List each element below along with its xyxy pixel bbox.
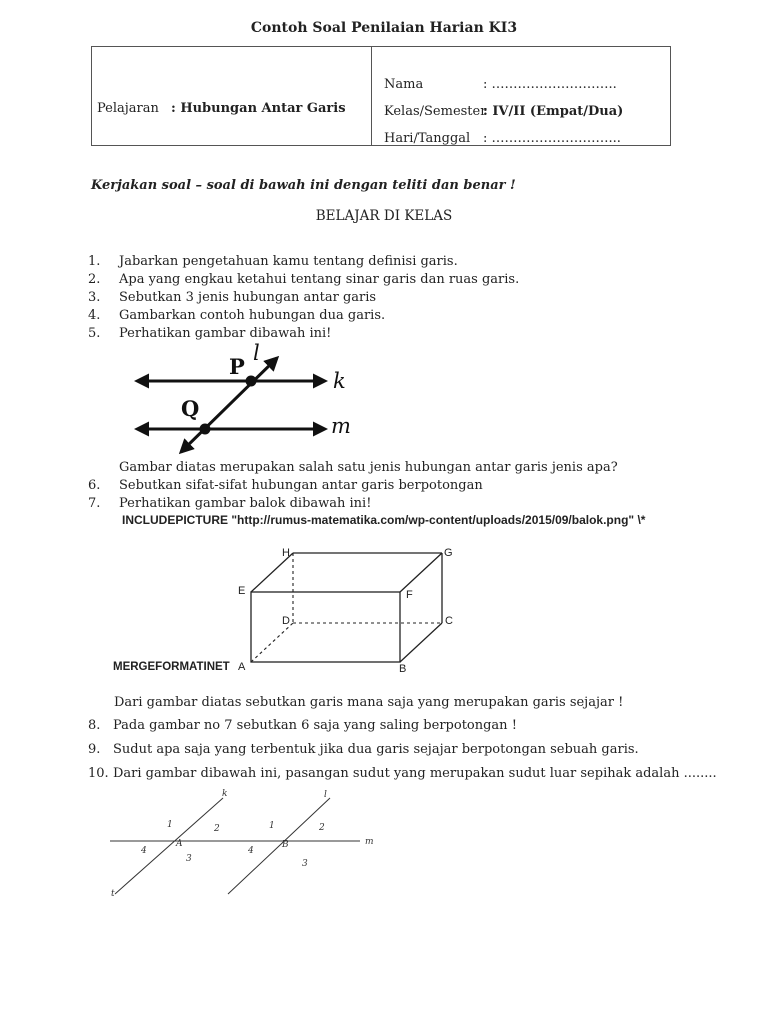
parallel-lines-figure <box>125 340 365 455</box>
question-text: Sudut apa saja yang terbentuk jika dua garis sejajar berpotongan sebuah garis. <box>113 742 639 757</box>
pelajaran-value: : Hubungan Antar Garis <box>171 101 346 116</box>
edge-fg <box>400 553 442 592</box>
question-number: 7. <box>88 496 101 511</box>
vertex-f: F <box>406 589 413 601</box>
question-number: 8. <box>88 718 101 733</box>
pelajaran-label: Pelajaran <box>97 101 159 116</box>
line-l <box>228 798 330 894</box>
vertex-d: D <box>282 615 290 627</box>
hari-value: : ………………………... <box>483 131 621 146</box>
question-1 <box>0 254 768 270</box>
question-5 <box>0 326 768 342</box>
nama-label: Nama <box>384 77 424 92</box>
transversal-figure <box>105 786 385 898</box>
point-q <box>200 424 211 435</box>
label-m: m <box>331 414 351 438</box>
question-number: 3. <box>88 290 101 305</box>
angle-a1: 1 <box>167 820 173 830</box>
kelas-label: Kelas/Semester <box>384 104 487 119</box>
label-t: t <box>111 889 115 898</box>
instruction: Kerjakan soal – soal di bawah ini dengan teliti dan benar ! <box>91 178 516 193</box>
question-number: 1. <box>88 254 101 269</box>
question-number: 4. <box>88 308 101 323</box>
question-4 <box>0 308 768 324</box>
vertex-c: C <box>445 615 453 627</box>
header-divider <box>371 47 372 145</box>
question-text: Apa yang engkau ketahui tentang sinar garis dan ruas garis. <box>119 272 520 287</box>
question-3 <box>0 290 768 306</box>
vertex-a: A <box>238 661 246 673</box>
vertex-b: B <box>399 663 407 674</box>
vertex-e: E <box>238 585 246 597</box>
angle-b4: 4 <box>248 846 254 856</box>
question-text: Jabarkan pengetahuan kamu tentang definisi garis. <box>119 254 458 269</box>
question-7 <box>0 496 768 512</box>
nama-value: : ……………………….. <box>483 77 617 92</box>
kelas-value: : IV/II (Empat/Dua) <box>483 104 624 119</box>
question-text: Sebutkan sifat-sifat hubungan antar garis berpotongan <box>119 478 483 493</box>
label-b: B <box>282 840 289 850</box>
question-text: Pada gambar no 7 sebutkan 6 saja yang saling berpotongan ! <box>113 718 517 733</box>
figure-1-caption: Gambar diatas merupakan salah satu jenis hubungan antar garis jenis apa? <box>119 460 618 475</box>
vertex-g: G <box>444 547 453 559</box>
angle-b1: 1 <box>269 821 275 831</box>
angle-b2: 2 <box>319 823 325 833</box>
question-10 <box>0 766 768 782</box>
section-title: BELAJAR DI KELAS <box>315 208 453 224</box>
question-text: Perhatikan gambar dibawah ini! <box>119 326 332 341</box>
hari-label: Hari/Tanggal <box>384 131 471 146</box>
angle-a2: 2 <box>214 824 220 834</box>
label-l: l <box>253 341 260 365</box>
edge-ad-hidden <box>251 623 293 662</box>
question-6 <box>0 478 768 494</box>
label-p: P <box>229 354 245 379</box>
edge-bc <box>400 623 442 662</box>
label-l: l <box>324 790 327 800</box>
question-8 <box>0 718 768 734</box>
includepicture-field: INCLUDEPICTURE "http://rumus-matematika.com/wp-content/uploads/2015/09/balok.png" \* <box>122 513 646 527</box>
label-k: k <box>222 789 228 799</box>
point-p <box>246 376 257 387</box>
question-number: 6. <box>88 478 101 493</box>
label-a: A <box>176 839 183 849</box>
question-text: Perhatikan gambar balok dibawah ini! <box>119 496 372 511</box>
question-number: 9. <box>88 742 101 757</box>
question-2 <box>0 272 768 288</box>
question-9 <box>0 742 768 758</box>
angle-a3: 3 <box>186 854 192 864</box>
question-number: 10. <box>88 766 109 781</box>
balok-front-face <box>251 592 400 662</box>
question-number: 5. <box>88 326 101 341</box>
angle-b3: 3 <box>302 859 308 869</box>
balok-figure <box>230 544 460 674</box>
question-text: Sebutkan 3 jenis hubungan antar garis <box>119 290 377 305</box>
question-number: 2. <box>88 272 101 287</box>
figure-2-caption: Dari gambar diatas sebutkan garis mana saja yang merupakan garis sejajar ! <box>114 695 624 710</box>
label-m: m <box>365 837 374 847</box>
label-q: Q <box>181 396 200 421</box>
label-k: k <box>333 369 346 393</box>
vertex-h: H <box>282 547 290 559</box>
mergeformat-field: MERGEFORMATINET <box>113 661 230 673</box>
page-title: Contoh Soal Penilaian Harian KI3 <box>250 20 518 36</box>
question-text: Gambarkan contoh hubungan dua garis. <box>119 308 386 323</box>
question-text: Dari gambar dibawah ini, pasangan sudut yang merupakan sudut luar sepihak adalah ........ <box>113 766 717 781</box>
angle-a4: 4 <box>141 846 147 856</box>
line-k <box>115 798 223 894</box>
